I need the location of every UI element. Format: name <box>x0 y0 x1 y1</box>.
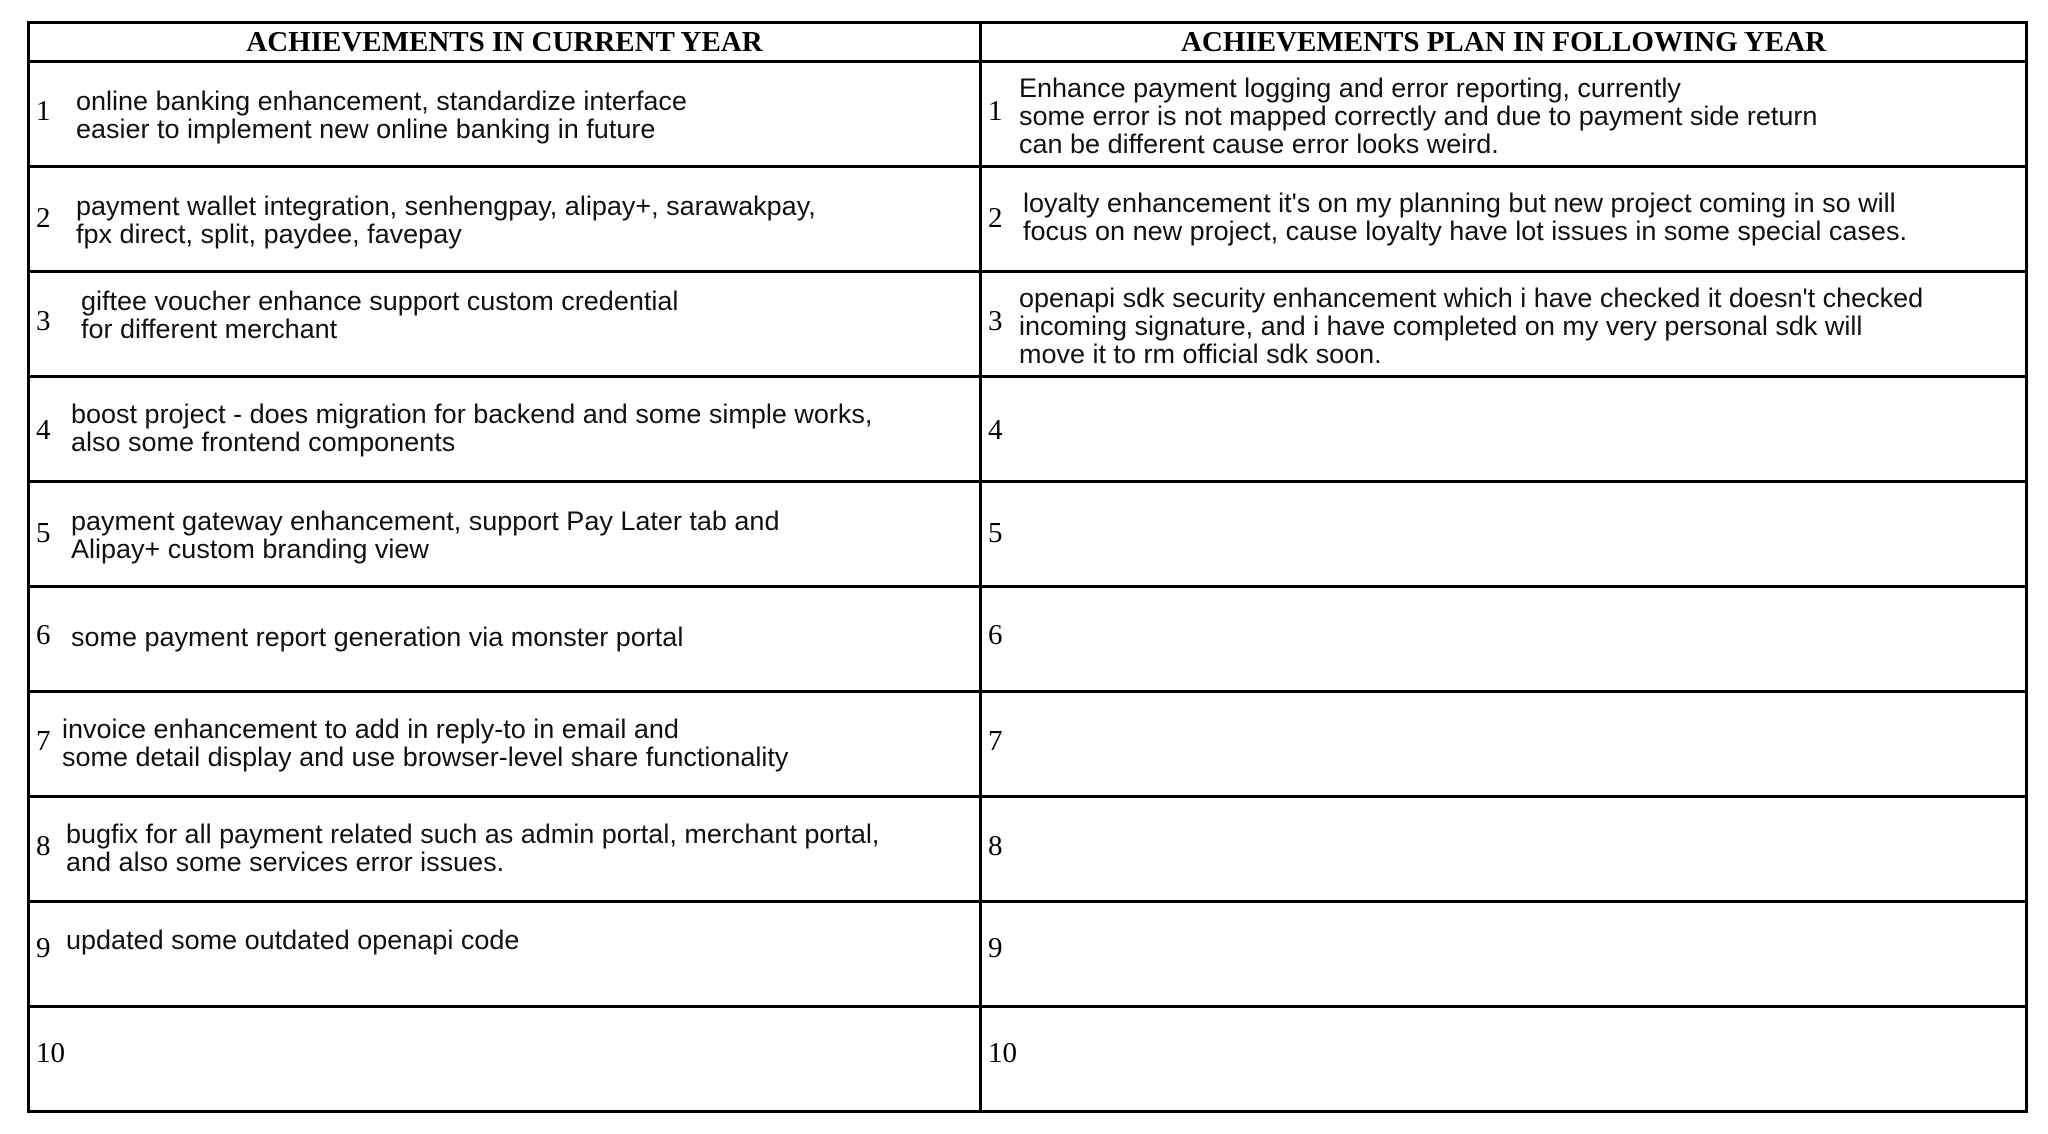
current-achievement-text: giftee voucher enhance support custom credential for different merchant <box>81 286 679 344</box>
row-number: 6 <box>36 619 51 651</box>
current-achievement-text: payment gateway enhancement, support Pay Later tab and Alipay+ custom branding view <box>71 506 780 564</box>
table-row <box>29 1007 2027 1112</box>
table-row <box>29 902 2027 1007</box>
plan-cell <box>981 377 2027 482</box>
following-year-header: ACHIEVEMENTS PLAN IN FOLLOWING YEAR <box>981 23 2027 62</box>
row-number: 10 <box>988 1037 1017 1069</box>
row-number: 5 <box>988 517 1003 549</box>
current-cell <box>29 62 981 167</box>
row-number: 1 <box>988 95 1003 127</box>
plan-cell <box>981 167 2027 272</box>
plan-cell <box>981 587 2027 692</box>
table-row <box>29 62 2027 167</box>
plan-achievement-text: openapi sdk security enhancement which i have checked it doesn't checked incoming signature, and i have completed on my very personal sdk will move it to rm official sdk soon. <box>1019 283 1924 369</box>
plan-cell <box>981 797 2027 902</box>
current-cell <box>29 692 981 797</box>
current-cell <box>29 1007 981 1112</box>
row-number: 4 <box>988 414 1003 446</box>
current-cell <box>29 797 981 902</box>
row-number: 8 <box>36 830 51 862</box>
row-number: 8 <box>988 830 1003 862</box>
plan-cell <box>981 1007 2027 1112</box>
current-cell <box>29 902 981 1007</box>
row-number: 6 <box>988 619 1003 651</box>
plan-achievement-text: loyalty enhancement it's on my planning but new project coming in so will focus on new project, cause loyalty have lot issues in some special cases. <box>1023 188 1907 246</box>
table-row <box>29 692 2027 797</box>
current-cell <box>29 587 981 692</box>
current-achievement-text: invoice enhancement to add in reply-to in email and some detail display and use browser-level share functionality <box>62 714 789 772</box>
table-row <box>29 272 2027 377</box>
current-cell <box>29 482 981 587</box>
row-number: 9 <box>988 932 1003 964</box>
table-row <box>29 482 2027 587</box>
table-row <box>29 167 2027 272</box>
table-row <box>29 377 2027 482</box>
row-number: 7 <box>988 725 1003 757</box>
row-number: 3 <box>988 305 1003 337</box>
row-number: 3 <box>36 305 51 337</box>
row-number: 7 <box>36 725 51 757</box>
header-row <box>29 23 2027 62</box>
current-cell <box>29 377 981 482</box>
current-year-header: ACHIEVEMENTS IN CURRENT YEAR <box>29 23 981 62</box>
plan-cell <box>981 62 2027 167</box>
plan-cell <box>981 902 2027 1007</box>
current-achievement-text: boost project - does migration for backend and some simple works, also some frontend components <box>71 399 873 457</box>
row-number: 9 <box>36 932 51 964</box>
row-number: 4 <box>36 414 51 446</box>
current-cell <box>29 272 981 377</box>
plan-cell <box>981 272 2027 377</box>
plan-cell <box>981 482 2027 587</box>
current-achievement-text: some payment report generation via monster portal <box>71 622 684 652</box>
row-number: 10 <box>36 1037 65 1069</box>
current-achievement-text: bugfix for all payment related such as admin portal, merchant portal, and also some services error issues. <box>66 819 880 877</box>
current-cell <box>29 167 981 272</box>
row-number: 2 <box>988 202 1003 234</box>
current-achievement-text: online banking enhancement, standardize interface easier to implement new online banking in future <box>76 86 687 144</box>
row-number: 1 <box>36 95 51 127</box>
table-row <box>29 587 2027 692</box>
row-number: 5 <box>36 517 51 549</box>
plan-cell <box>981 692 2027 797</box>
plan-achievement-text: Enhance payment logging and error reporting, currently some error is not mapped correctly and due to payment side return can be different cause error looks weird. <box>1019 73 1818 159</box>
current-achievement-text: updated some outdated openapi code <box>66 925 520 955</box>
current-achievement-text: payment wallet integration, senhengpay, alipay+, sarawakpay, fpx direct, split, paydee, favepay <box>76 191 816 249</box>
table-row <box>29 797 2027 902</box>
achievements-table <box>27 21 2028 1113</box>
row-number: 2 <box>36 202 51 234</box>
